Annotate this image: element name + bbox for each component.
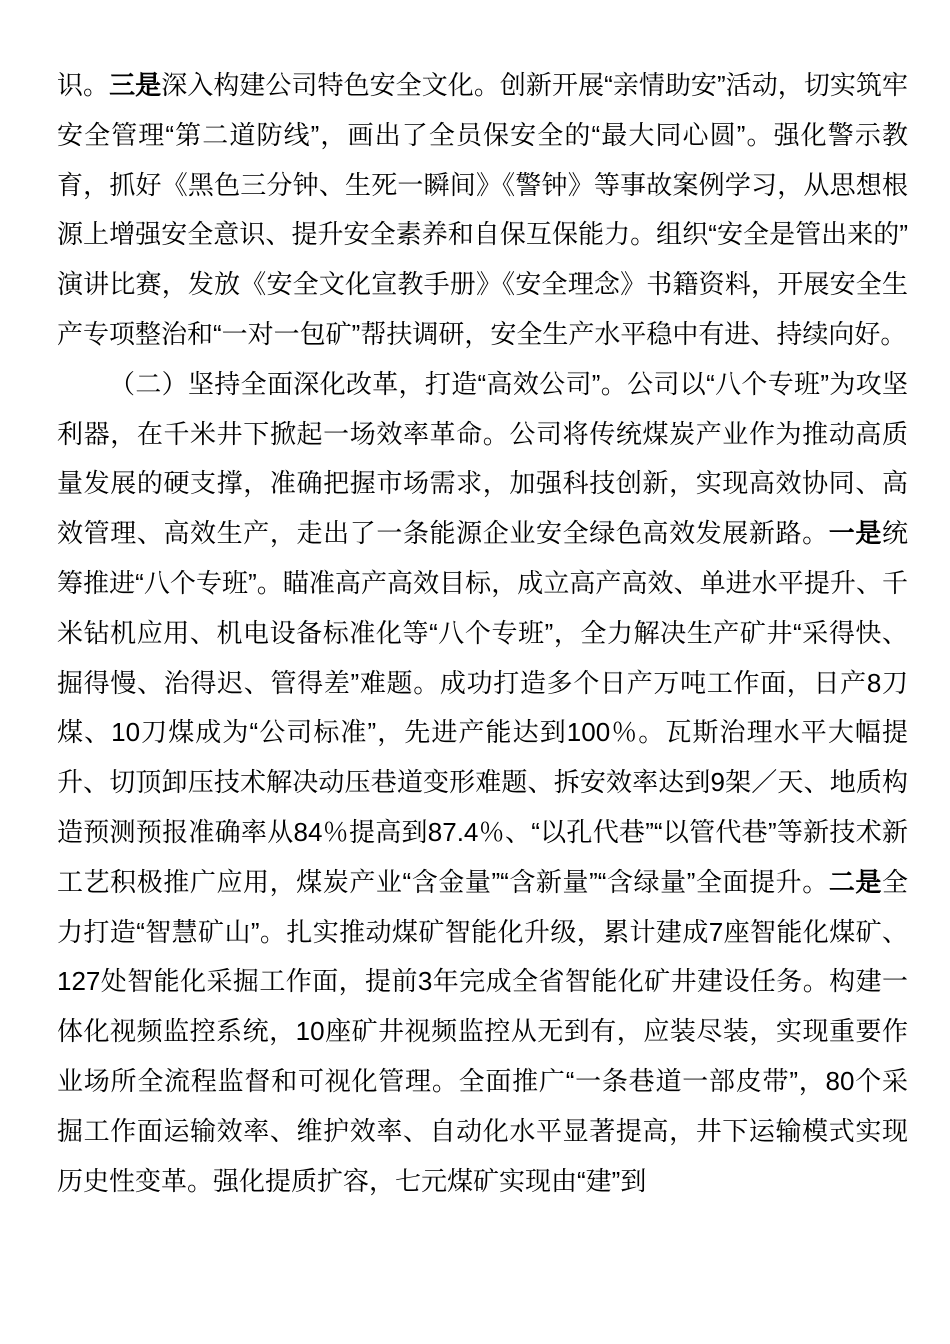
paragraph-list <box>57 61 908 1206</box>
emphasis-text-segment: 一是 <box>828 518 882 549</box>
text-segment: 统筹推进“八个专班”。瞄准高产高效目标，成立高产高效、单进水平提升、千米钻机应用、机电设备标准化等“八个专班”，全力解决生产矿井“采得快、掘得慢、治得迟、管得差”难题。成功打造多个日产万吨工作面，日产8刀煤、10刀煤成为“公司标准”，先进产能达到100％。瓦斯治理水平大幅提升、切顶卸压技术解决动压巷道变形难题、拆安效率达到9架／天、地质构造预测预报准确率从84％提高到87.4％、“以孔代巷”“以管代巷”等新技术新工艺积极推广应用，煤炭产业“含金量”“含新量”“含绿量”全面提升。 <box>57 518 908 897</box>
document-body <box>57 61 908 1206</box>
emphasis-text-segment: 三是 <box>109 70 162 100</box>
para-safety-culture <box>57 61 908 360</box>
text-segment: 全力打造“智慧矿山”。扎实推动煤矿智能化升级，累计建成7座智能化煤矿、127处智能化采掘工作面，提前3年完成全省智能化矿井建设任务。构建一体化视频监控系统，10座矿井视频监控从无到有，应装尽装，实现重要作业场所全流程监督和可视化管理。全面推广“一条巷道一部皮带”，80个采掘工作面运输效率、维护效率、自动化水平显著提高，井下运输模式实现历史性变革。强化提质扩容，七元煤矿实现由“建”到 <box>57 866 908 1196</box>
para-reform-efficiency <box>57 360 908 1207</box>
emphasis-text-segment: 二是 <box>828 866 882 897</box>
text-segment: 深入构建公司特色安全文化。创新开展“亲情助安”活动，切实筑牢安全管理“第二道防线”，画出了全员保安全的“最大同心圆”。强化警示教育，抓好《黑色三分钟、生死一瞬间》《警钟》等事故案例学习，从思想根源上增强安全意识、提升安全素养和自保互保能力。组织“安全是管出来的”演讲比赛，发放《安全文化宣教手册》《安全理念》书籍资料，开展安全生产专项整治和“一对一包矿”帮扶调研，安全生产水平稳中有进、持续向好。 <box>57 70 908 349</box>
text-segment: （二）坚持全面深化改革，打造“高效公司”。公司以“八个专班”为攻坚利器，在千米井下掀起一场效率革命。公司将传统煤炭产业作为推动高质量发展的硬支撑，准确把握市场需求，加强科技创新，实现高效协同、高效管理、高效生产，走出了一条能源企业安全绿色高效发展新路。 <box>57 368 908 549</box>
text-segment: 识。 <box>57 70 110 100</box>
